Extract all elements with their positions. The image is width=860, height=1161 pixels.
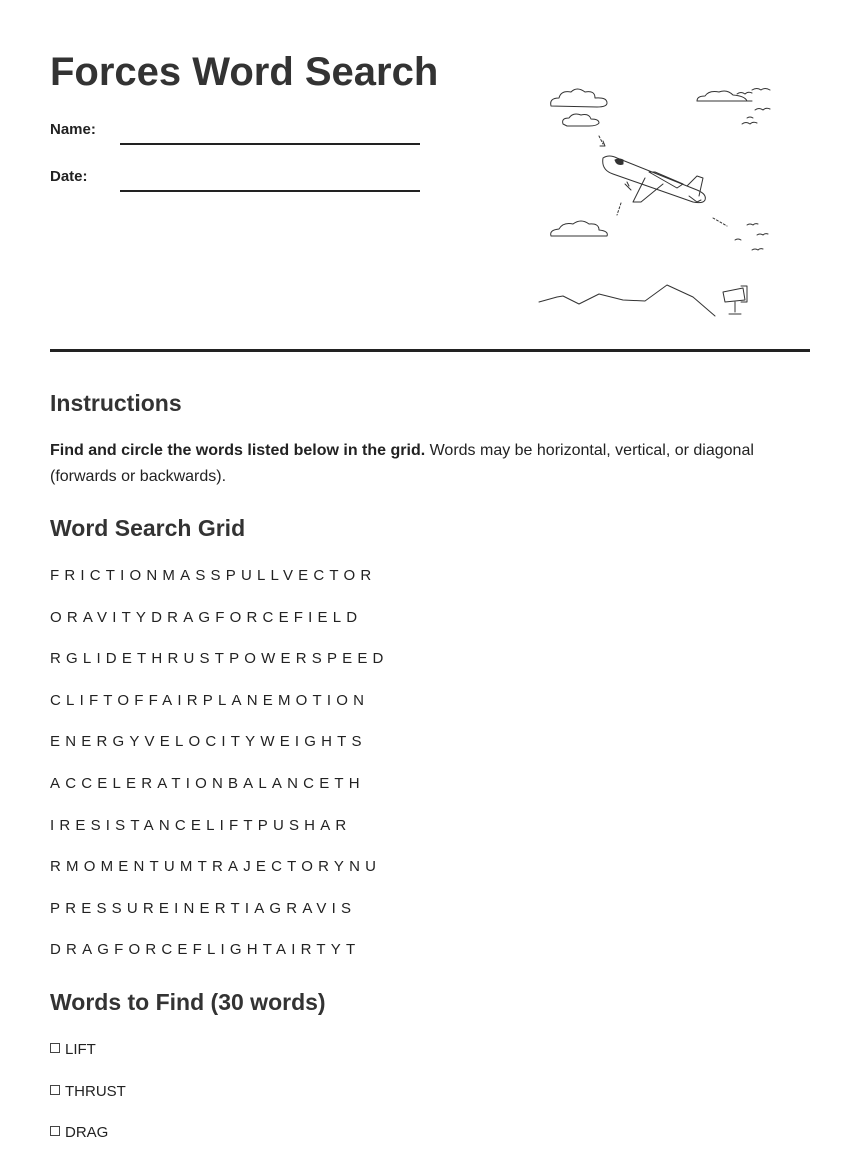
name-line <box>120 143 420 145</box>
grid-heading: Word Search Grid <box>50 515 246 541</box>
grid-row: ORAVITYDRAGFORCEFIELD <box>50 609 363 626</box>
instructions-bold: Find and circle the words listed below in the grid. <box>50 442 426 459</box>
grid-row: IRESISTANCELIFTPUSHAR <box>50 817 352 834</box>
word-label: DRAG <box>65 1124 109 1141</box>
cloud-icon <box>551 221 608 236</box>
airplane-icon <box>603 156 706 203</box>
header-divider <box>50 349 810 352</box>
grid-row: RMOMENTUMTRAJECTORYNU <box>50 858 382 875</box>
list-item <box>50 1041 96 1058</box>
name-label: Name: <box>50 121 96 138</box>
instructions-heading: Instructions <box>50 390 182 416</box>
instructions-text <box>50 438 770 490</box>
telescope-icon <box>723 286 747 314</box>
grid-row: RGLIDETHRUSTPOWERSPEED <box>50 650 389 667</box>
words-heading: Words to Find (30 words) <box>50 989 326 1015</box>
instructions-body: Words may be horizontal, vertical, or diagonal (forwards or backwards). <box>50 442 754 485</box>
grid-row: PRESSUREINERTIAGRAVIS <box>50 900 357 917</box>
page-title: Forces Word Search <box>50 50 439 94</box>
airplane-illustration <box>537 80 787 320</box>
list-item <box>50 1083 126 1100</box>
grid-row: FRICTIONMASSPULLVECTOR <box>50 567 377 584</box>
cloud-icon <box>563 114 599 126</box>
word-label: LIFT <box>65 1041 96 1058</box>
grid-row: ACCELERATIONBALANCETH <box>50 775 365 792</box>
word-label: THRUST <box>65 1083 126 1100</box>
grid-row: ENERGYVELOCITYWEIGHTS <box>50 733 367 750</box>
list-item <box>50 1124 108 1141</box>
grid-row: CLIFTOFFAIRPLANEMOTION <box>50 692 370 709</box>
date-line <box>120 190 420 192</box>
checkbox-icon[interactable] <box>50 1126 60 1136</box>
mountain-icon <box>539 285 715 316</box>
checkbox-icon[interactable] <box>50 1085 60 1095</box>
bird-icon <box>735 89 770 251</box>
name-field <box>50 121 420 151</box>
grid-row: DRAGFORCEFLIGHTAIRTYT <box>50 941 361 958</box>
cloud-icon <box>697 91 752 101</box>
date-field <box>50 168 420 198</box>
date-label: Date: <box>50 168 88 185</box>
cloud-icon <box>551 89 607 107</box>
checkbox-icon[interactable] <box>50 1043 60 1053</box>
